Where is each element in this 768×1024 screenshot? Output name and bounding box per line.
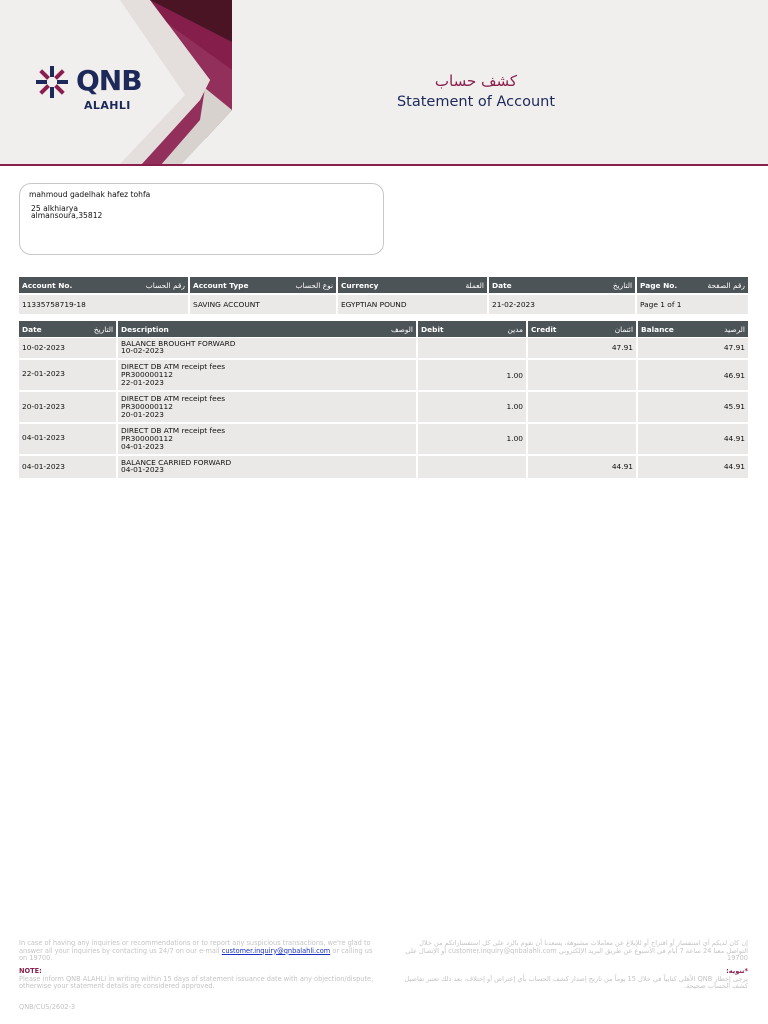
footer-text: 19700	[727, 954, 748, 963]
footer-text-part: or calling us	[332, 946, 373, 955]
txn-credit-header	[528, 321, 636, 337]
footer-text: إن كان لديكم أي استفسار أو اقتراح أو للإبلاغ عن معاملات مشبوهة، يسعدنا أن نقوم بالرد على كل استفساراتكم من خلال	[419, 939, 748, 947]
txn-debit-cell	[418, 338, 526, 358]
txn-debit-cell	[418, 360, 526, 390]
value-text: Page 1 of 1	[640, 300, 682, 309]
header-label-arabic: الوصف	[390, 325, 413, 334]
value-text: 11335758719-18	[22, 300, 86, 309]
txn-date-cell	[19, 456, 116, 478]
txn-description-date: 22-01-2023	[121, 378, 164, 387]
header-label: Currency	[341, 281, 379, 290]
header-label: Debit	[421, 325, 444, 334]
txn-credit-cell	[528, 456, 636, 478]
txn-debit-cell	[418, 392, 526, 422]
page-no-value	[637, 295, 748, 314]
footer-text: يرجى إخطار QNB الأهلي كتابياً في خلال 15 يوماً من تاريخ إصدار كشف الحساب بأي إعتراض أو إختلاف، بعد ذلك تعتبر تفاصيل	[404, 974, 748, 983]
header-label: Page No.	[640, 281, 678, 290]
footer-text: التواصل معنا 24 ساعة 7 أيام في الأسبوع عن طريق البريد الإلكتروني customer.inquiry@qnbalahli.com أو الإتصال على	[405, 946, 748, 955]
customer-name: mahmoud gadelhak hafez tohfa	[29, 190, 151, 199]
footer-text: otherwise your statement details are considered approved.	[19, 982, 215, 991]
note-label: NOTE:	[19, 967, 42, 975]
txn-description-cell	[118, 424, 416, 454]
note-label: *تنويه:	[726, 967, 748, 975]
header-label-arabic: رقم الحساب	[145, 281, 185, 290]
txn-description: DIRECT DB ATM receipt fees	[121, 394, 226, 403]
footer-note-en	[19, 968, 384, 991]
txn-date: 22-01-2023	[22, 369, 65, 378]
statement-date-value	[489, 295, 635, 314]
txn-balance-cell	[638, 456, 748, 478]
txn-date: 20-01-2023	[22, 402, 65, 411]
txn-description-cell	[118, 338, 416, 358]
txn-debit-cell	[418, 424, 526, 454]
footer-text	[19, 948, 384, 956]
qnb-star-icon	[34, 64, 70, 100]
txn-credit: 44.91	[611, 462, 633, 471]
txn-credit-cell	[528, 392, 636, 422]
txn-date-cell	[19, 392, 116, 422]
customer-address-box	[19, 183, 384, 255]
customer-address-line2: almansoura,35812	[31, 211, 103, 220]
brand-subname: ALAHLI	[84, 99, 131, 112]
header-label: Date	[22, 325, 42, 334]
header-label-arabic: التاريخ	[612, 281, 632, 290]
document-code: QNB/CUS/2602-3	[19, 1003, 76, 1011]
txn-balance: 47.91	[723, 343, 745, 352]
footer-text-part: answer all your inquiries by contacting us 24/7 on our e-mail	[19, 946, 220, 955]
customer-address-line1: 25 alkhiarya	[31, 204, 79, 213]
txn-description-cell	[118, 456, 416, 478]
header-label: Description	[121, 325, 169, 334]
brand-name: QNB	[76, 64, 142, 97]
txn-date-cell	[19, 338, 116, 358]
txn-reference: PR300000112	[121, 434, 173, 443]
account-no-header	[19, 277, 188, 293]
txn-description: BALANCE BROUGHT FORWARD	[121, 339, 236, 348]
txn-balance-cell	[638, 392, 748, 422]
txn-debit: 1.00	[506, 402, 523, 411]
header-label-arabic: مدين	[507, 325, 523, 334]
txn-reference: PR300000112	[121, 370, 173, 379]
page-title: Statement of Account	[396, 94, 556, 110]
txn-description-date: 04-01-2023	[121, 465, 164, 474]
header-label-arabic: نوع الحساب	[295, 281, 333, 290]
currency-value	[338, 295, 487, 314]
txn-debit: 1.00	[506, 371, 523, 380]
txn-date: 10-02-2023	[22, 343, 65, 352]
account-type-value	[190, 295, 336, 314]
txn-balance-cell	[638, 338, 748, 358]
txn-debit: 1.00	[506, 434, 523, 443]
footer-text: In case of having any inquiries or recommendations or to report any suspicious transactions, we're glad to	[19, 939, 371, 947]
value-text: 21-02-2023	[492, 300, 535, 309]
txn-credit-cell	[528, 360, 636, 390]
txn-description-cell	[118, 360, 416, 390]
header-label-arabic: رقم الصفحة	[707, 281, 745, 290]
statement-header	[0, 0, 768, 166]
txn-description-date: 04-01-2023	[121, 442, 164, 451]
txn-date: 04-01-2023	[22, 433, 65, 442]
txn-credit-cell	[528, 424, 636, 454]
txn-description: BALANCE CARRIED FORWARD	[121, 458, 232, 467]
txn-date-header	[19, 321, 116, 337]
header-label: Account Type	[193, 281, 249, 290]
value-text: EGYPTIAN POUND	[341, 300, 407, 309]
page-title-arabic: كشف حساب	[434, 72, 518, 90]
txn-balance: 45.91	[723, 402, 745, 411]
txn-date-cell	[19, 360, 116, 390]
page-no-header	[637, 277, 748, 293]
txn-balance-cell	[638, 424, 748, 454]
header-label: Credit	[531, 325, 557, 334]
qnb-logo	[34, 62, 164, 118]
txn-description-cell	[118, 392, 416, 422]
txn-credit: 47.91	[611, 343, 633, 352]
header-label: Account No.	[22, 281, 73, 290]
txn-debit-header	[418, 321, 526, 337]
footer-contact-ar	[384, 940, 748, 963]
txn-credit-cell	[528, 338, 636, 358]
txn-description-date: 10-02-2023	[121, 346, 164, 355]
txn-balance: 44.91	[723, 462, 745, 471]
txn-balance-header	[638, 321, 748, 337]
date-header	[489, 277, 635, 293]
txn-balance: 44.91	[723, 434, 745, 443]
customer-inquiry-email-link[interactable]: customer.inquiry@qnbalahli.com	[221, 946, 331, 955]
account-type-header	[190, 277, 336, 293]
header-label: Balance	[641, 325, 674, 334]
footer-note-ar	[384, 968, 748, 991]
footer-text: كشف الحساب صحيحة.	[684, 982, 748, 991]
header-label-arabic: ائتمان	[614, 325, 633, 334]
value-text: SAVING ACCOUNT	[193, 300, 260, 309]
header-label-arabic: العملة	[465, 281, 484, 290]
txn-debit-cell	[418, 456, 526, 478]
txn-date: 04-01-2023	[22, 462, 65, 471]
txn-description: DIRECT DB ATM receipt fees	[121, 426, 226, 435]
header-label-arabic: الرصيد	[724, 325, 745, 334]
txn-description: DIRECT DB ATM receipt fees	[121, 362, 226, 371]
header-label-arabic: التاريخ	[93, 325, 113, 334]
currency-header	[338, 277, 487, 293]
txn-reference: PR300000112	[121, 402, 173, 411]
txn-description-date: 20-01-2023	[121, 410, 164, 419]
txn-balance: 46.91	[723, 371, 745, 380]
txn-description-header	[118, 321, 416, 337]
footer-text: Please inform QNB ALAHLI in writing within 15 days of statement issuance date with any objection/dispute,	[19, 974, 374, 983]
account-no-value	[19, 295, 188, 314]
footer-contact-en	[19, 940, 384, 963]
footer-text: on 19700.	[19, 954, 53, 963]
header-divider	[0, 164, 768, 166]
txn-date-cell	[19, 424, 116, 454]
header-label: Date	[492, 281, 512, 290]
txn-balance-cell	[638, 360, 748, 390]
